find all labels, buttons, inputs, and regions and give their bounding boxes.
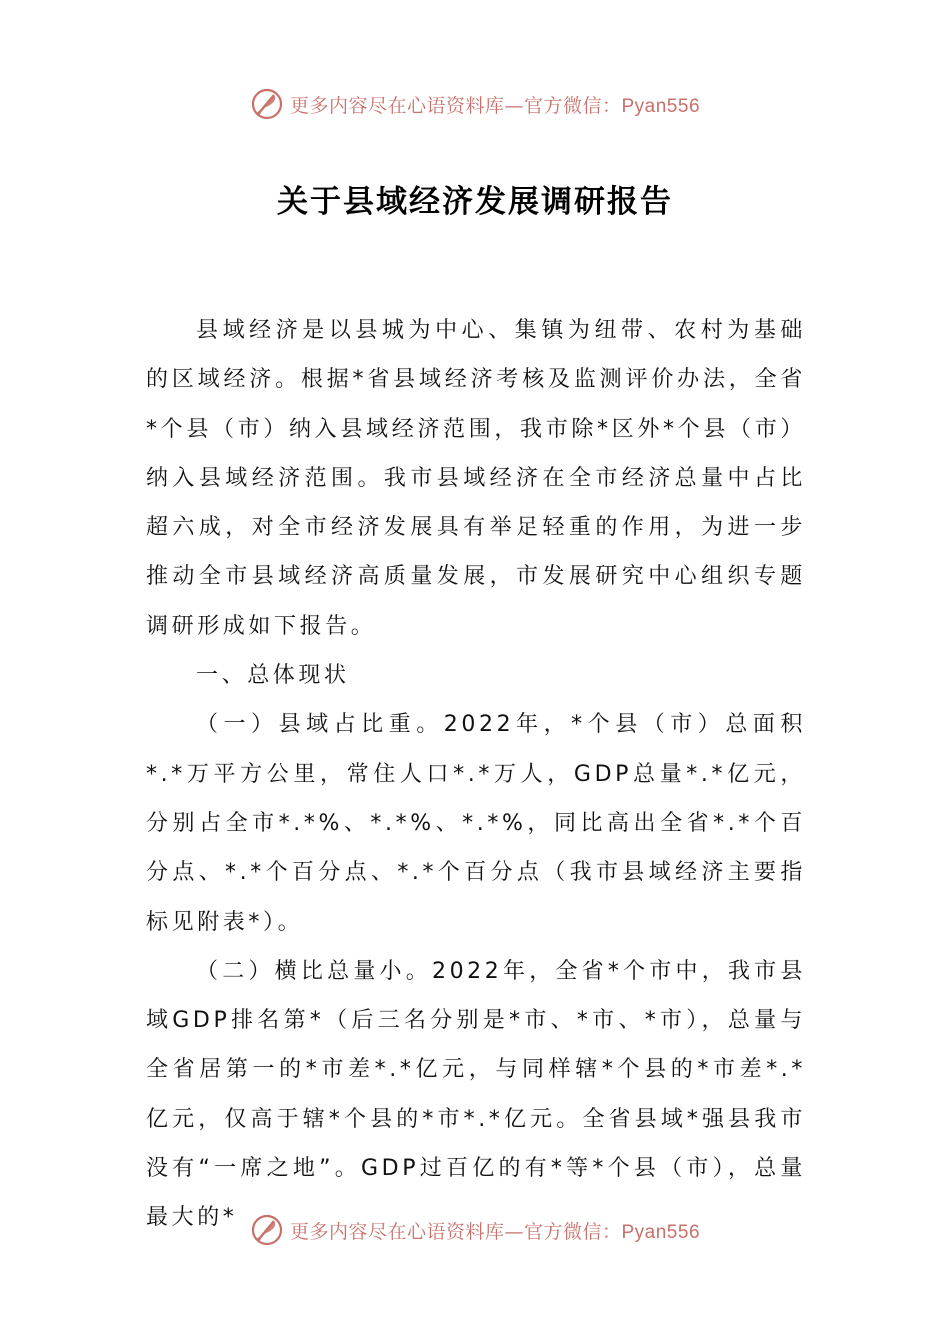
quill-logo-icon: [250, 1213, 284, 1247]
top-watermark-banner: [0, 84, 950, 124]
document-body: [146, 306, 806, 1243]
quill-logo-icon: [250, 87, 284, 121]
paragraph-county-share: （一）县域占比重。2022年，*个县（市）总面积*.*万平方公里，常住人口*.*万人，GDP总量*.*亿元，分别占全市*.*%、*.*%、*.*%，同比高出全省*.*个百分点、*.*个百分点、*.*个百分点（我市县域经济主要指标见附表*）。: [146, 712, 806, 935]
document-title: 关于县域经济发展调研报告: [277, 184, 673, 220]
paragraph-horizontal-comparison: （二）横比总量小。2022年，全省*个市中，我市县域GDP排名第*（后三名分别是*市、*市、*市），总量与全省居第一的*市差*.*亿元，与同样辖*个县的*市差*.*亿元，仅高于辖*个县的*市*.*亿元。全省县域*强县我市没有“一席之地”。GDP过百亿的有*等*个县（市），总量最大的*: [146, 958, 806, 1231]
paragraph-intro: 县域经济是以县城为中心、集镇为纽带、农村为基础的区域经济。根据*省县域经济考核及监测评价办法，全省*个县（市）纳入县域经济范围，我市除*区外*个县（市）纳入县域经济范围。我市县域经济在全市经济总量中占比超六成，对全市经济发展具有举足轻重的作用，为进一步推动全市县域经济高质量发展，市发展研究中心组织专题调研形成如下报告。: [146, 318, 806, 639]
watermark-text: 更多内容尽在心语资料库—官方微信：Pyan556: [289, 1220, 701, 1243]
watermark-text: 更多内容尽在心语资料库—官方微信：Pyan556: [289, 94, 701, 117]
section-heading: 一、总体现状: [196, 663, 350, 689]
bottom-watermark-banner: [0, 1210, 950, 1250]
